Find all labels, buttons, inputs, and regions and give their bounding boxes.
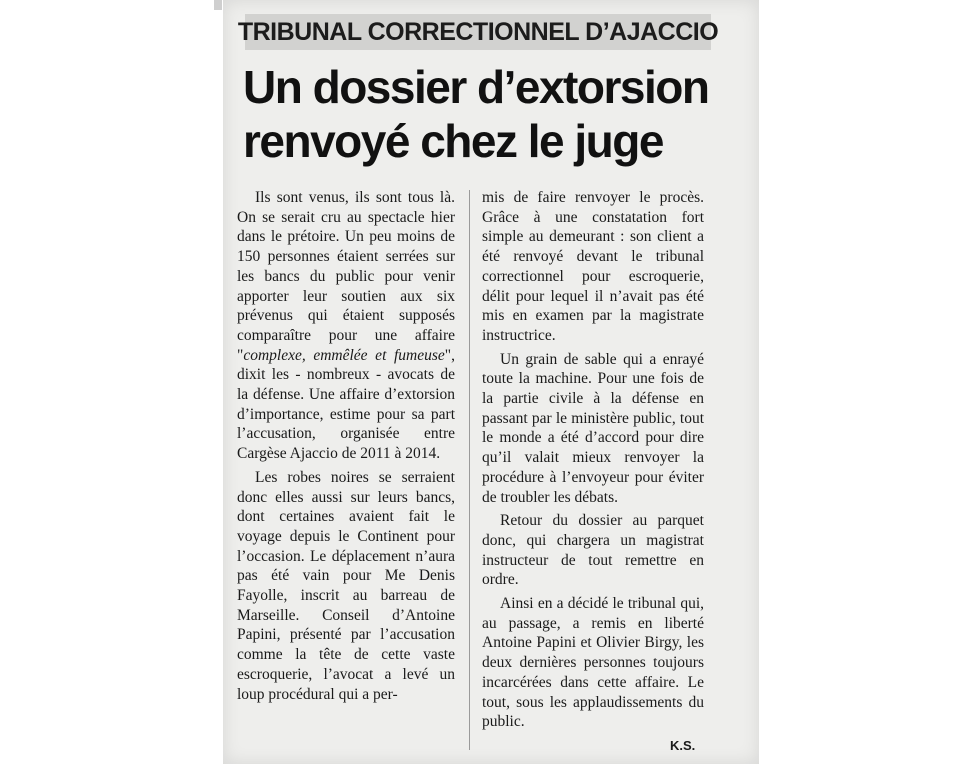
- section-rubric: TRIBUNAL CORRECTIONNEL D’AJACCIO: [245, 14, 711, 50]
- paragraph: Retour du dossier au parquet donc, qui chargera un magistrat instructeur de tout remettre en ordre.: [482, 512, 704, 589]
- article-column-left: [237, 188, 455, 708]
- article-column-right: [482, 188, 704, 736]
- headline-line-2: renvoyé chez le juge: [243, 115, 663, 167]
- paragraph-text: ", dixit les - nombreux - avocats de la défense. Une affaire d’extorsion d’importance, estime pour sa part l’accusation, organisée entre Cargèse Ajaccio de 2011 à 2014.: [237, 346, 455, 463]
- author-signature: K.S.: [670, 738, 696, 753]
- headline-line-1: Un dossier d’extorsion: [243, 61, 709, 113]
- paragraph: [237, 188, 455, 464]
- paragraph: Les robes noires se serraient donc elles aussi sur leurs bancs, dont certaines avaient fait le voyage depuis le Continent pour l’occasion. Le déplacement n’aura pas été vain pour Me Denis Fayolle, inscrit au barreau de Marseille. Conseil d’Antoine Papini, présenté par l’accusation comme la tête de cette vaste escroquerie, l’avocat a levé un loup procédural qui a per-: [237, 468, 455, 703]
- column-divider: [469, 190, 470, 750]
- paragraph-text: Ils sont venus, ils sont tous là. On se serait cru au spectacle hier dans le prétoire. Un peu moins de 150 personnes étaient serrées sur les bancs du public pour venir apporter leur soutien aux six prévenus qui étaient supposés comparaître pour une affaire ": [237, 189, 455, 364]
- quote-italic: complexe, emmêlée et fumeuse: [243, 346, 445, 364]
- paragraph: Ainsi en a décidé le tribunal qui, au passage, a remis en liberté Antoine Papini et Olivier Birgy, les deux dernières personnes toujours incarcérées dans cette affaire. Le tout, sous les applaudissements du public.: [482, 595, 704, 731]
- article-headline: [243, 60, 743, 168]
- paragraph: mis de faire renvoyer le procès. Grâce à une constatation fort simple au demeurant : son client a été renvoyé devant le tribunal correctionnel pour escroquerie, délit pour lequel il n’avait pas été mis en examen par la magistrate instructrice.: [482, 189, 704, 344]
- newspaper-clipping: [223, 0, 759, 764]
- scan-edge-mark: [214, 0, 222, 10]
- paragraph: Un grain de sable qui a enrayé toute la machine. Pour une fois de la partie civile à la défense en passant par le ministère public, tout le monde a été d’accord pour dire qu’il valait mieux renvoyer la procédure à l’envoyeur pour éviter de troubler les débats.: [482, 350, 704, 506]
